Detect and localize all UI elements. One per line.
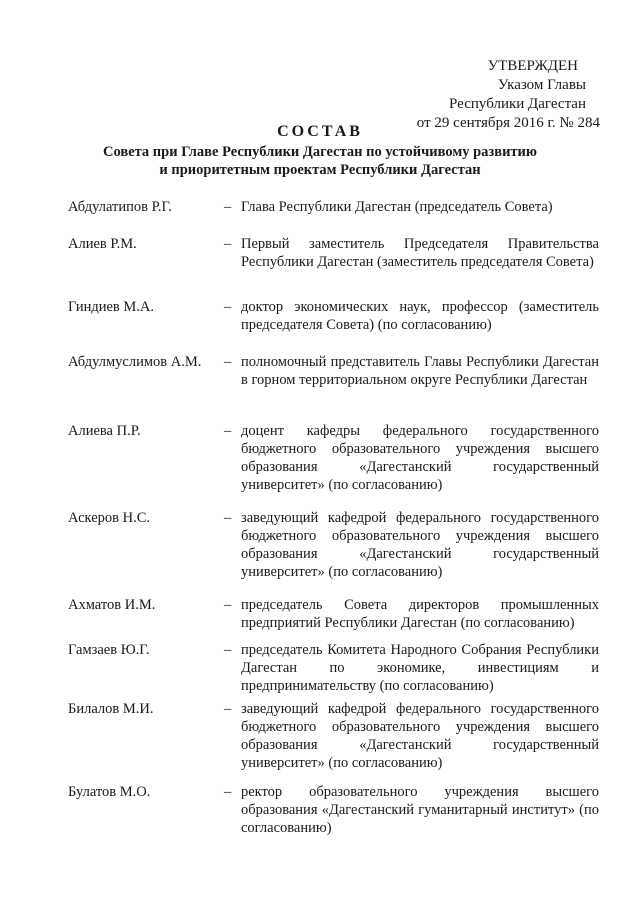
member-description: председатель Совета директоров промышленных предприятий Республики Дагестан (по согласованию) — [241, 597, 599, 631]
subtitle-line-2: и приоритетным проектам Республики Дагестан — [159, 162, 481, 178]
approval-decree: Указом Главы — [497, 77, 586, 93]
member-description: доцент кафедры федерального государственного бюджетного образовательного учреждения высшего образования «Дагестанский государственный университет» (по согласованию) — [241, 423, 599, 493]
member-description: Первый заместитель Председателя Правительства Республики Дагестан (заместитель председателя Совета) — [241, 236, 599, 270]
member-name: Аскеров Н.С. — [68, 510, 151, 526]
member-dash: – — [224, 510, 232, 526]
approval-republic: Республики Дагестан — [449, 96, 586, 112]
subtitle-line-1: Совета при Главе Республики Дагестан по устойчивому развитию — [103, 144, 537, 160]
approval-block — [390, 57, 600, 133]
member-name: Алиев Р.М. — [68, 236, 137, 252]
member-description: заведующий кафедрой федерального государственного бюджетного образовательного учреждения высшего образования «Дагестанский государственный университет» (по согласованию) — [241, 510, 599, 580]
member-description: председатель Комитета Народного Собрания Республики Дагестан по экономике, инвестициям и предпринимательству (по согласованию) — [241, 642, 599, 694]
member-name: Билалов М.И. — [68, 701, 154, 717]
member-name: Гиндиев М.А. — [68, 299, 155, 315]
member-name: Гамзаев Ю.Г. — [68, 642, 150, 658]
member-description: полномочный представитель Главы Республики Дагестан в горном территориальном округе Республики Дагестан — [241, 354, 599, 388]
member-dash: – — [224, 199, 232, 215]
member-dash: – — [224, 597, 232, 613]
member-name: Ахматов И.М. — [68, 597, 156, 613]
member-description: доктор экономических наук, профессор (заместитель председателя Совета) (по согласованию) — [241, 299, 599, 333]
member-name: Булатов М.О. — [68, 784, 151, 800]
member-name: Алиева П.Р. — [68, 423, 141, 439]
member-dash: – — [224, 784, 232, 800]
member-dash: – — [224, 701, 232, 717]
document-subtitle — [0, 143, 640, 179]
member-dash: – — [224, 354, 232, 370]
approval-date: от 29 сентября 2016 г. № 284 — [416, 115, 600, 131]
member-description: Глава Республики Дагестан (председатель Совета) — [241, 199, 553, 215]
document-title: СОСТАВ — [277, 123, 363, 140]
member-description: заведующий кафедрой федерального государственного бюджетного образовательного учреждения высшего образования «Дагестанский государственный университет» (по согласованию) — [241, 701, 599, 771]
member-name: Абдулмуслимов А.М. — [68, 354, 202, 370]
member-dash: – — [224, 642, 232, 658]
member-dash: – — [224, 423, 232, 439]
member-dash: – — [224, 299, 232, 315]
approval-title: УТВЕРЖДЕН — [487, 58, 578, 74]
member-description: ректор образовательного учреждения высшего образования «Дагестанский гуманитарный институт» (по согласованию) — [241, 784, 599, 836]
member-name: Абдулатипов Р.Г. — [68, 199, 172, 215]
member-dash: – — [224, 236, 232, 252]
